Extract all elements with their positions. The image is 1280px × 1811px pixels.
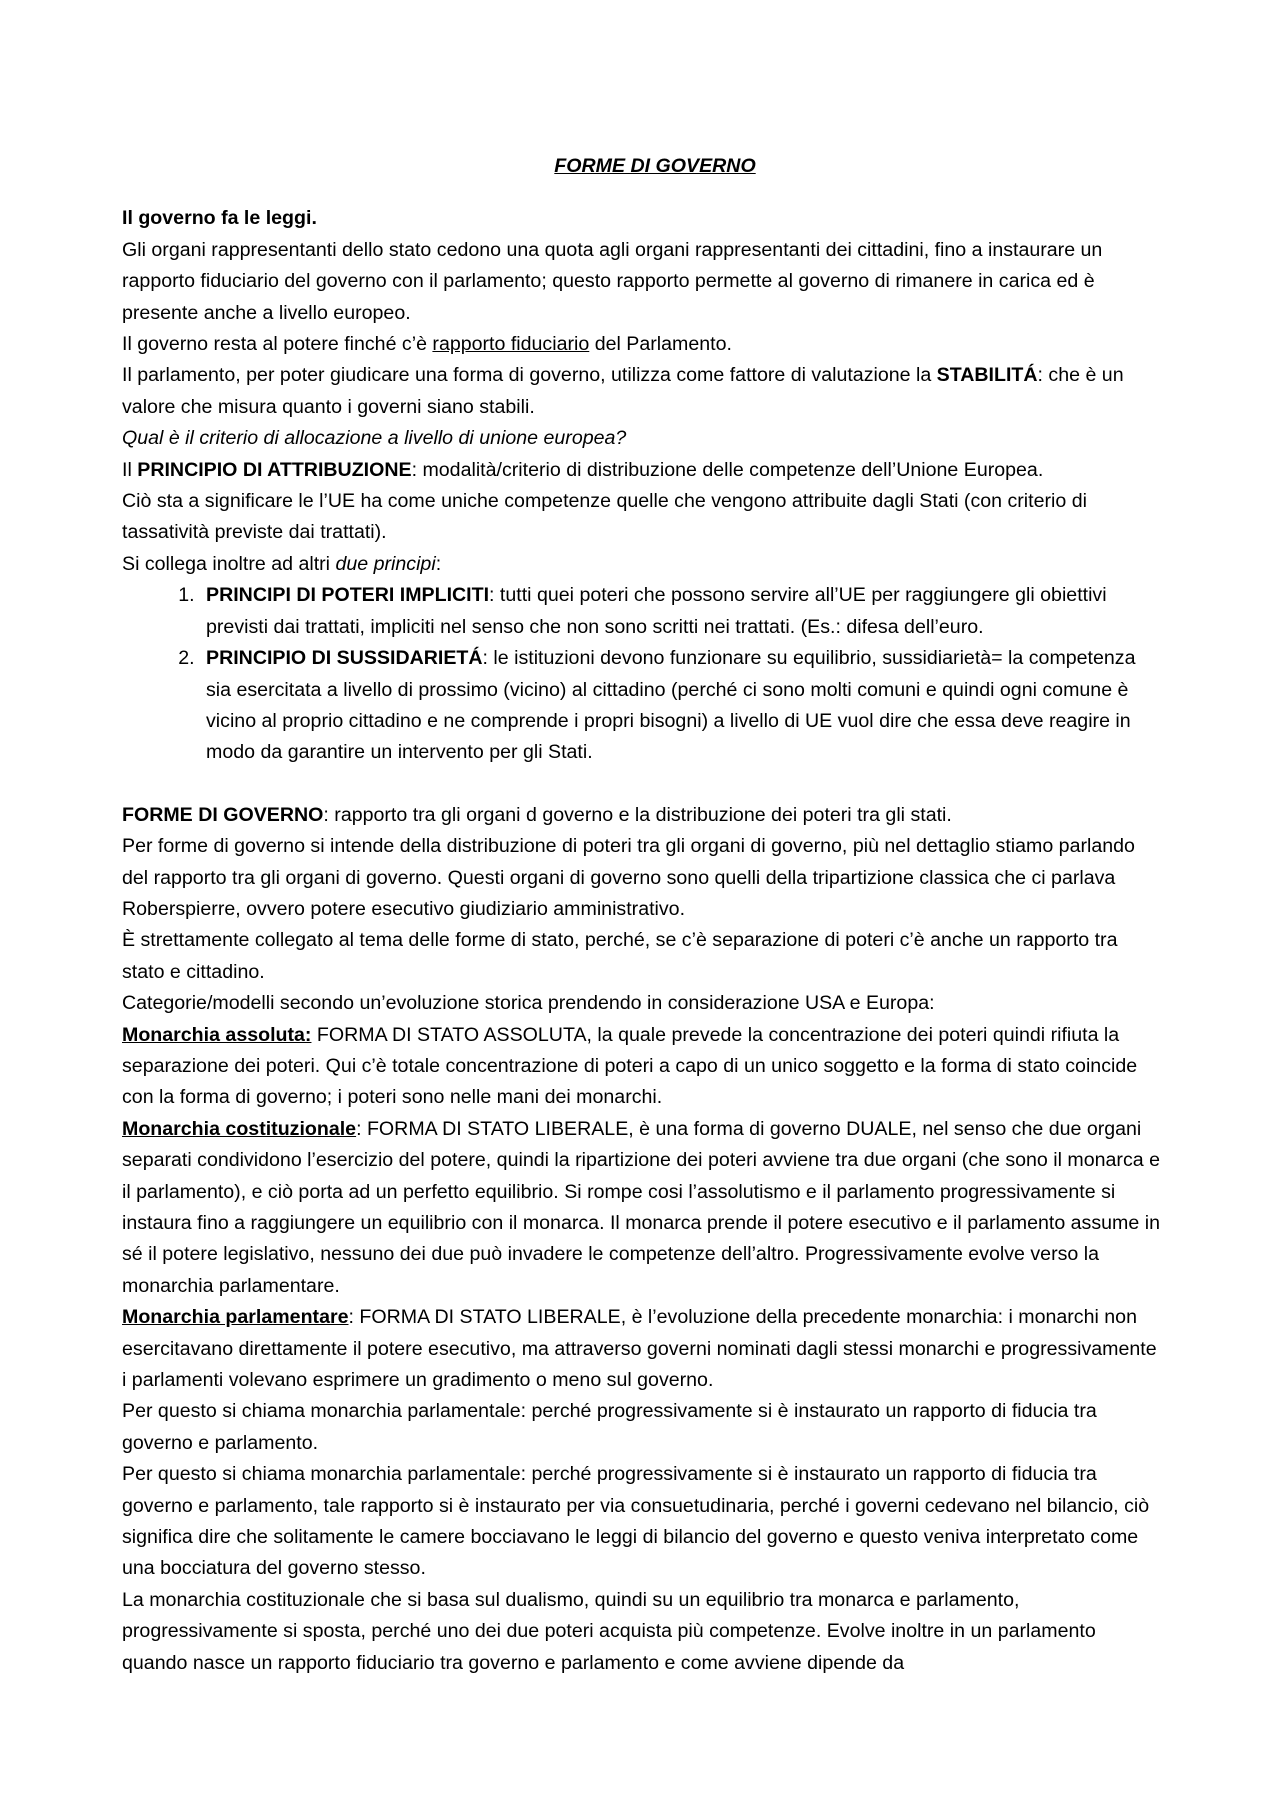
italic-term: due principi	[335, 552, 436, 575]
paragraph-6: Si collega inoltre ad altri due principi:	[122, 552, 442, 575]
paragraph-12: La monarchia costituzionale che si basa sul dualismo, quindi su un equilibrio tra monarca e parlamento, progressivamente si sposta, perché uno dei due poteri acquista più competenze. Evolve inoltre in un parlamento quando nasce un rapporto fiduciario tra governo e parlamento e come avviene dipende da	[122, 1588, 1096, 1674]
section-2-heading: FORME DI GOVERNO: rapporto tra gli organi d governo e la distribuzione dei poteri tra gli stati.	[122, 803, 952, 826]
intro-bold: Il governo fa le leggi.	[122, 207, 317, 230]
spacer	[122, 769, 1160, 800]
monarchia-parlamentare: Monarchia parlamentare: FORMA DI STATO LIBERALE, è l’evoluzione della precedente monarchia: i monarchi non esercitavano direttamente il potere esecutivo, ma attraverso governi nominati dagli stessi monarchi e progressivamente i parlamenti volevano esprimere un gradimento o meno sul governo.	[122, 1306, 1157, 1392]
monarchia-costituzionale: Monarchia costituzionale: FORMA DI STATO LIBERALE, è una forma di governo DUALE, nel senso che due organi separati condividono l’esercizio del potere, quindi la ripartizione dei poteri avviene tra due organi (che sono il monarca e il parlamento), e ciò porta ad un perfetto equilibrio. Si rompe cosi l’assolutismo e il parlamento progressivamente si instaura fino a raggiungere un equilibrio con il monarca. Il monarca prende il potere esecutivo e il parlamento assume in sé il potere legislativo, nessuno dei due può invadere le competenze dell’altro. Progressivamente evolve verso la monarchia parlamentare.	[122, 1117, 1160, 1297]
paragraph-5: Ciò sta a significare le l’UE ha come uniche competenze quelle che vengono attribuite dagli Stati (con criterio di tassatività previste dai trattati).	[122, 490, 1087, 544]
paragraph-8: È strettamente collegato al tema delle forme di stato, perché, se c’è separazione di poteri c’è anche un rapporto tra stato e cittadino.	[122, 929, 1118, 983]
list-item: 1. PRINCIPI DI POTERI IMPLICITI: tutti quei poteri che possono servire all’UE per raggiungere gli obiettivi previsti dai trattati, impliciti nel senso che non sono scritti nei trattati. (Es.: difesa dell’euro.	[200, 580, 1160, 643]
paragraph-3: Il parlamento, per poter giudicare una forma di governo, utilizza come fattore di valutazione la STABILITÁ: che è un valore che misura quanto i governi siano stabili.	[122, 364, 1124, 418]
paragraph-4: Il PRINCIPIO DI ATTRIBUZIONE: modalità/criterio di distribuzione delle competenze dell’Unione Europea.	[122, 458, 1044, 481]
bold-term: PRINCIPIO DI ATTRIBUZIONE	[137, 458, 412, 481]
paragraph-1: Gli organi rappresentanti dello stato cedono una quota agli organi rappresentanti dei cittadini, fino a instaurare un rapporto fiduciario del governo con il parlamento; questo rapporto permette al governo di rimanere in carica ed è presente anche a livello europeo.	[122, 238, 1103, 324]
page-title: FORME DI GOVERNO	[554, 155, 756, 177]
list-item: 2. PRINCIPIO DI SUSSIDARIETÁ: le istituzioni devono funzionare su equilibrio, sussidiarietà= la competenza sia esercitata a livello di prossimo (vicino) al cittadino (perché ci sono molti comuni e quindi ogni comune è vicino al proprio cittadino e ne comprende i propri bisogni) a livello di UE vuol dire che essa deve reagire in modo da garantire un intervento per gli Stati.	[200, 643, 1160, 769]
principles-list	[122, 580, 1160, 768]
underlined-term: rapporto fiduciario	[432, 333, 590, 356]
paragraph-9: Categorie/modelli secondo un’evoluzione storica prendendo in considerazione USA e Europa:	[122, 992, 935, 1015]
paragraph-11: Per questo si chiama monarchia parlamentale: perché progressivamente si è instaurato un rapporto di fiducia tra governo e parlamento, tale rapporto si è instaurato per via consuetudinaria, perché i governi cedevano nel bilancio, ciò significa dire che solitamente le camere bocciavano le leggi di bilancio del governo e questo veniva interpretato come una bocciatura del governo stesso.	[122, 1463, 1150, 1580]
question-italic: Qual è il criterio di allocazione a livello di unione europea?	[122, 427, 627, 450]
bold-term: STABILITÁ	[936, 364, 1038, 387]
monarchia-assoluta: Monarchia assoluta: FORMA DI STATO ASSOLUTA, la quale prevede la concentrazione dei poteri quindi rifiuta la separazione dei poteri. Qui c’è totale concentrazione di poteri a capo di un unico soggetto e la forma di stato coincide con la forma di governo; i poteri sono nelle mani dei monarchi.	[122, 1023, 1138, 1109]
paragraph-7: Per forme di governo si intende della distribuzione di poteri tra gli organi di governo, più nel dettaglio stiamo parlando del rapporto tra gli organi di governo. Questi organi di governo sono quelli della tripartizione classica che ci parlava Roberspierre, ovvero potere esecutivo giudiziario amministrativo.	[122, 835, 1135, 920]
paragraph-2: Il governo resta al potere finché c’è rapporto fiduciario del Parlamento.	[122, 333, 732, 356]
intro-heading	[122, 203, 1160, 234]
paragraph-10: Per questo si chiama monarchia parlamentale: perché progressivamente si è instaurato un rapporto di fiducia tra governo e parlamento.	[122, 1400, 1097, 1454]
